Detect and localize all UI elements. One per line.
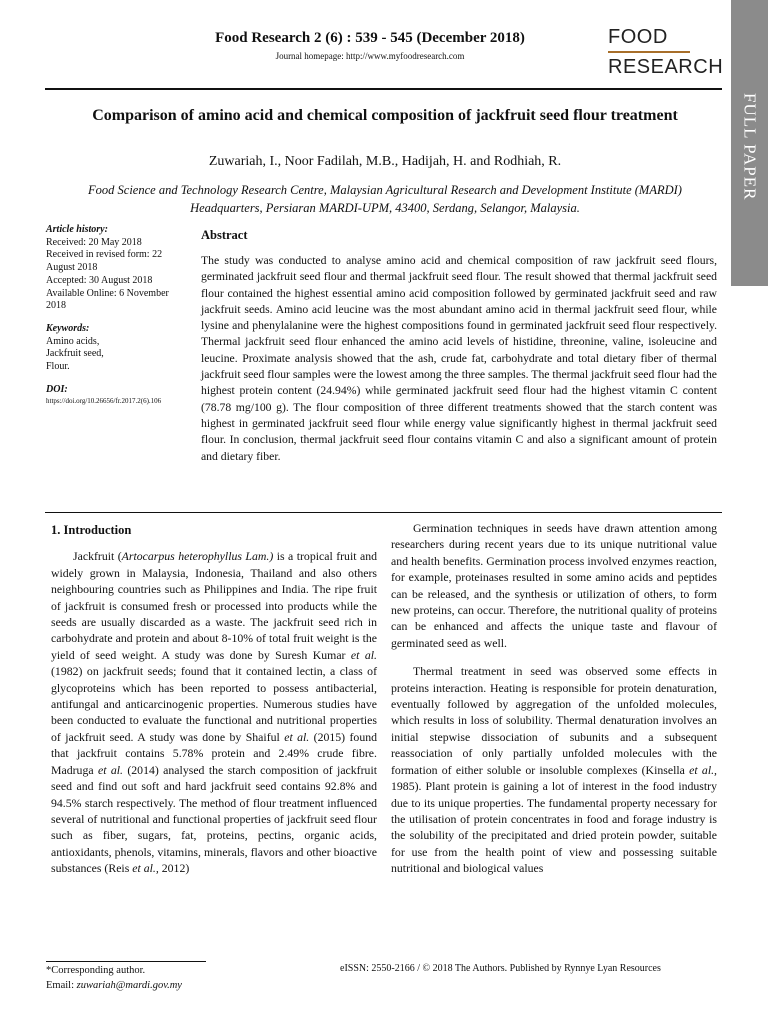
abstract-divider	[45, 512, 722, 513]
body-column-right	[391, 520, 717, 889]
text-run: (1982) on jackfruit seeds; found that it contained lectin, a class of glycoproteins which has been reported to possess antibacterial, antifungal and anticarcinogenic properties. Numerous studies have been conducted to evaluate the functional and nutritional properties of jackfruit seed. A study was done by Shaiful	[51, 664, 377, 744]
email-label: Email:	[46, 980, 77, 991]
intro-paragraph-3	[391, 663, 717, 876]
text-run: (2015) found that jackfruit contains 5.78% protein and 2.49% crude fibre. Madruga	[51, 729, 378, 777]
author-list: Zuwariah, I., Noor Fadilah, M.B., Hadijah, H. and Rodhiah, R.	[208, 154, 562, 169]
et-al: et al.	[97, 762, 123, 777]
keywords-heading: Keywords:	[46, 322, 90, 334]
abstract-text: The study was conducted to analyse amino acid and chemical composition of raw jackfruit seed flours, germinated jackfruit seed flour and thermal jackfruit seed flour. The result showed that thermal jackfruit seed flour contained the highest essential amino acid composition followed by germinated jackfruit seed and raw jackfruit seeds. Amino acid leucine was the most abundant amino acid in thermal jackfruit seed flour, while lysine and phenylalanine were the highest compositions found in germinated jackfruit seed flour respectively. Thermal jackfruit seed flour enhanced the amino acid levels of histidine, threonine, valine, isoleucine and leucine. Proximate analysis showed that the ash, crude fat, carbohydrate and total dietary fiber of thermal jackfruit seed flour samples were the lowest among the three samples. The thermal jackfruit seed flour had the highest protein content (24.94%) while germinated jackfruit seed flour had the highest vitamin C content (78.78 mg/100 g). The flour composition of three different treatments showed that the starch content was highest in germinated jackfruit seed flour while energy value significantly highest in thermal jackfruit seed flour. In conclusion, thermal jackfruit seed flour contains vitamin C and also a significant amount of protein and dietary fiber.	[201, 254, 717, 463]
article-metadata	[46, 224, 186, 416]
text-run: 2012)	[158, 861, 190, 876]
full-paper-tab	[731, 0, 768, 286]
section-heading-introduction: 1. Introduction	[51, 523, 132, 537]
intro-paragraph-2: Germination techniques in seeds have drawn attention among researchers during recent years due to its unique nutritional value and health benefits. Germination process involved enzymes reaction, for example, proteinases resulted in some amino acids and peptides can be released, and the synthesis or utilization of others, to form new proteins, can occur. Therefore, the nutritional quality of proteins can be enhanced and affects the unique taste and flavour of germinated seed as well.	[391, 521, 717, 650]
et-al: et al.	[350, 647, 377, 662]
text-run: (2014) analysed the starch composition of jackfruit seed and find out soft and hard jackfruit seed contains 92.8% and 94.5% starch respectively. The method of flour treatment influenced several of nutritional and functional properties of jackfruit seed flour such as fiber, sugars, fat, proteins, pectins, organic acids, antioxidants, phenols, vitamins, minerals, flavors and other bioactive substances (Reis	[51, 762, 377, 876]
journal-homepage[interactable]: Journal homepage: http://www.myfoodresearch.com	[275, 51, 465, 61]
corresponding-author-note: *Corresponding author.	[46, 965, 146, 976]
revised-date: Received in revised form: 22 August 2018	[46, 249, 163, 274]
abstract-heading: Abstract	[201, 228, 248, 242]
journal-citation: Food Research 2 (6) : 539 - 545 (December 2018)	[215, 30, 525, 46]
keyword-item: Flour.	[46, 361, 70, 373]
article-history	[46, 224, 186, 313]
logo-accent-bar	[608, 51, 690, 53]
accepted-date: Accepted: 30 August 2018	[46, 274, 153, 286]
paper-title: Comparison of amino acid and chemical composition of jackfruit seed flour treatment	[92, 107, 678, 124]
footnote-divider	[46, 961, 206, 962]
online-date: Available Online: 6 November 2018	[46, 287, 169, 312]
text-run: is a tropical fruit and widely grown in Malaysia, Indonesia, Thailand and also others neighbouring countries such as Philippines and India. The ripe fruit of jackfruit is consumed fresh or processed into products while the seeds are usually discarded as a waste. The jackfruit seed rich in carbohydrate and protein and about 8-10% of total fruit weight is the yield of seed weight. A study was done by Suresh Kumar	[51, 549, 377, 662]
affiliation: Food Science and Technology Research Centre, Malaysian Agricultural Research and Development Institute (MARDI) Headquarters, Persiaran MARDI-UPM, 43400, Serdang, Selangor, Malaysia.	[88, 183, 682, 215]
keyword-item: Amino acids,	[46, 335, 100, 347]
history-heading: Article history:	[46, 224, 108, 235]
journal-logo	[608, 26, 728, 78]
logo-word-research: RESEARCH	[608, 56, 724, 78]
text-run: Jackfruit (	[73, 549, 122, 564]
et-al: et al.,	[132, 861, 159, 876]
received-date: Received: 20 May 2018	[46, 236, 142, 248]
scientific-name: Artocarpus heterophyllus Lam.)	[121, 549, 274, 564]
body-column-left	[51, 520, 377, 889]
et-al: et al.	[284, 729, 310, 744]
text-run: 1985). Plant protein is gaining a lot of interest in the food industry due to its unique properties. The fundamental property necessary for the utilisation of protein concentrates in food and forage industry is the solubility of the precipitated and dried protein powder, suitable for use from the health point of view and possessing suitable nutritional and biological values	[391, 779, 717, 876]
et-al: et al.,	[689, 762, 717, 777]
copyright-line: eISSN: 2550-2166 / © 2018 The Authors. Published by Rynnye Lyan Resources	[340, 963, 661, 974]
logo-word-food: FOOD	[608, 26, 668, 48]
doi-link[interactable]: https://doi.org/10.26656/fr.2017.2(6).106	[46, 397, 162, 406]
intro-paragraph-1	[51, 548, 377, 876]
header-divider	[45, 88, 722, 90]
keyword-item: Jackfruit seed,	[46, 348, 104, 360]
text-run: Thermal treatment in seed was observed some effects in proteins interaction. Heating is responsible for protein denaturation, eventually followed by aggregation of the unfolded molecules, which results in loss of solubility. Thermal denaturation involves an initial stepwise dissociation of subunits and a subsequent reassociation of only partially unfolded molecules with the formation of either soluble or insoluble complexes (Kinsella	[391, 664, 717, 777]
doi-heading: DOI:	[46, 383, 68, 395]
full-paper-label: FULL PAPER	[740, 93, 760, 201]
corresponding-email	[46, 980, 182, 991]
email-address[interactable]: zuwariah@mardi.gov.my	[76, 980, 182, 991]
keywords	[46, 323, 186, 374]
doi-block	[46, 384, 186, 407]
